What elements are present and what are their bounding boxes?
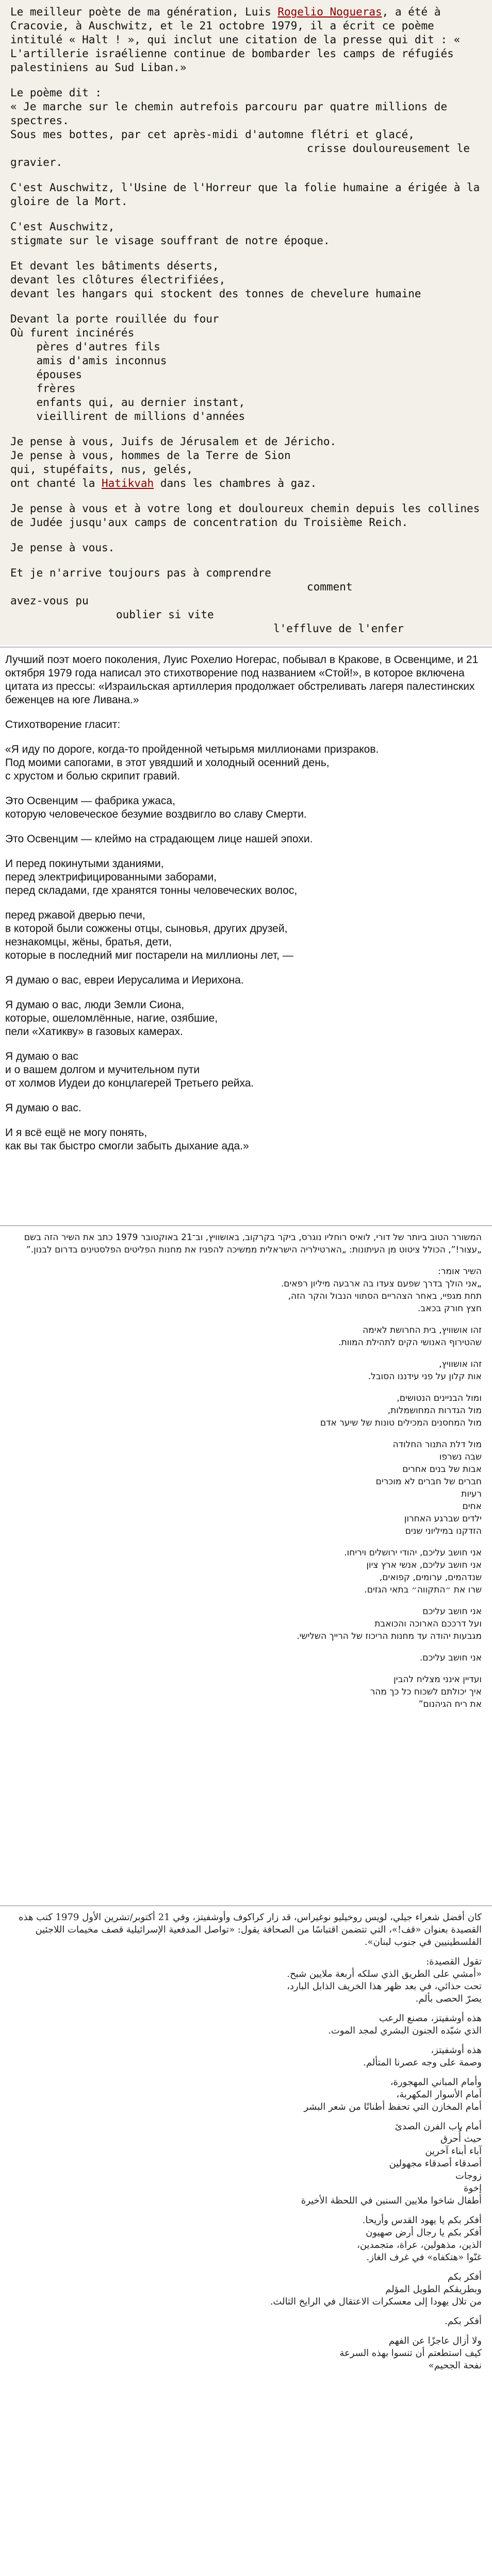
arabic-stanza-7: أفكر بكم وبطريقكم الطويل المؤلم من تلال يهودا إلى معسكرات الاعتقال في الرايخ الثالث.	[270, 2272, 482, 2307]
russian-intro: Лучший поэт моего поколения, Луис Рохелио Ногерас, побывал в Кракове, в Освенциме, и 21 октября 1979 года написал это стихотворение под названием «Стой!», в которое включена цитата из прессы: «Израильская артиллерия продолжает обстреливать лагеря палестинских беженцев на юге Ливана.»	[5, 654, 482, 706]
hebrew-stanza-4: ומול הבניינים הנטושים, מול הגדרות המחושמלות, מול המחסנים המכילים טונות של שיער אדם	[320, 1393, 482, 1428]
french-stanza-7: Je pense à vous et à votre long et douloureux chemin depuis les collines de Judée jusqu'aux camps de concentration du Troisième Reich.	[10, 502, 486, 529]
arabic-stanza-9: ولا أزال عاجزًا عن الفهم كيف استطعتم أن تنسوا بهذه السرعة نفحة الجحيم»	[339, 2335, 482, 2371]
russian-stanza-4: И перед покинутыми зданиями, перед электрифицированными заборами, перед складами, где хранятся тонны человеческих волос,	[5, 858, 298, 896]
french-stanza-9-line-2: comment	[307, 581, 353, 593]
french-stanza-5: Devant la porte rouillée du four Où furent incinérés pères d'autres fils amis d'amis inconnus épouses frères enfants qui, au dernier instant, vieillirent de millions d'années	[10, 313, 245, 422]
russian-stanza-5: перед ржавой дверью печи, в которой были сожжены отцы, сыновья, других друзей, незнакомцы, жёны, братья, дети, которые в последний миг постарели на миллионы лет, —	[5, 909, 293, 961]
french-stanza-9-line-4: oublier si vite	[116, 608, 214, 621]
section-divider	[0, 647, 492, 648]
hebrew-stanza-9: ועדיין אינני מצליח להבין איך יכולתם לשכוח כל כך מהר את ריח הגיהנום”	[370, 1674, 482, 1709]
arabic-stanza-2: هذه أوشفيتز، مصنع الرعب الذي شيّده الجنون البشري لمجد الموت.	[328, 2013, 482, 2036]
russian-stanza-0: Стихотворение гласит:	[5, 719, 121, 731]
russian-stanza-1: «Я иду по дороге, когда-то пройденной четырьмя миллионами призраков. Под моими сапогами, в этот увядший и холодный осенний день, с хрустом и болью скрипит гравий.	[5, 743, 379, 782]
hebrew-stanza-1: השיר אומר: „אני הולך בדרך שפעם צעדו בה ארבעה מיליון רפאים. תחת מגפיי, באחר הצהריים הסתווי הנבול והקר הזה, חצץ חורק בכאב.	[281, 1266, 482, 1314]
french-stanza-1-indented: crisse douloureusement le gravier.	[10, 142, 477, 168]
french-stanza-6: Je pense à vous, Juifs de Jérusalem et de Jéricho. Je pense à vous, hommes de la Terre de Sion qui, stupéfaits, nus, gelés, ont chanté la Hatikvah dans les chambres à gaz.	[10, 435, 337, 489]
hatikvah-link[interactable]: Hatikvah	[102, 477, 154, 489]
arabic-stanza-5: أمام باب الفرن الصدئ حيث أُحرق آباء أبناء آخرين أصدقاء أصدقاء مجهولين زوجات إخوة أطفال شاخوا ملايين السنين في اللحظة الأخيرة	[301, 2121, 482, 2206]
arabic-stanza-1: تقول القصيدة: «أمشي على الطريق الذي سلكه أربعة ملايين شبح. تحت حذائي، في بعد ظهر هذا الخريف الذابل البارد، يصرّ الحصى بألم.	[287, 1956, 482, 2004]
russian-stanza-2: Это Освенцим — фабрика ужаса, которую человеческое безумие воздвигло во славу Смерти.	[5, 795, 307, 820]
hebrew-stanza-5: מול דלת התנור החלודה שבה נשרפו אבות של בנים אחרים חברים של חברים לא מוכרים רעיות אחים ילדים שברגע האחרון הזדקנו במיליוני שנים	[375, 1439, 482, 1536]
russian-section	[0, 648, 492, 1226]
hebrew-stanza-2: זהו אושוויץ, בית החרושת לאימה שהטירוף האנושי הקים לתהילת המוות.	[338, 1325, 482, 1348]
french-stanza-3: C'est Auschwitz, stigmate sur le visage souffrant de notre époque.	[10, 221, 330, 247]
arabic-stanza-6: أفكر بكم يا يهود القدس وأريحا. أفكر بكم يا رجال أرض صهيون الذين، مذهولين، عراة، متجمدين، غنّوا «هتكفاه» في غرف الغاز.	[357, 2215, 482, 2263]
french-stanza-2: C'est Auschwitz, l'Usine de l'Horreur que la folie humaine a érigée à la gloire de la Mort.	[10, 181, 486, 208]
russian-stanza-7: Я думаю о вас, люди Земли Сиона, которые, ошеломлённые, нагие, озябшие, пели «Хатикву» в газовых камерах.	[5, 999, 218, 1038]
hebrew-intro: המשורר הטוב ביותר של דורי, לואיס רוחליו נוגרס, ביקר בקרקוב, באושוויץ, וב־21 באוקטובר 1979 כתב את השיר הזה בשם „עצור!”, הכולל ציטוט מן העיתונות: „הארטילריה הישראלית ממשיכה להפגיז את מחנות הפליטים הפלסטינים בדרום לבנון.”	[21, 1232, 482, 1255]
russian-stanza-6: Я думаю о вас, евреи Иерусалима и Иерихона.	[5, 974, 244, 986]
arabic-stanza-4: وأمام المباني المهجورة، أمام الأسوار المكهربة، أمام المخازن التي تحفظ أطنانًا من شعر البشر	[304, 2077, 482, 2112]
russian-stanza-3: Это Освенцим — клеймо на страдающем лице нашей эпохи.	[5, 833, 313, 845]
hebrew-stanza-3: זהו אושוויץ, אות קלון על פני עידננו הסובל.	[368, 1359, 482, 1382]
hebrew-section	[0, 1226, 492, 1906]
hebrew-stanza-6: אני חושב עליכם, יהודי ירושלים ויריחו. אני חושב עליכם, אנשי ארץ ציון שנדהמים, ערומים, קפואים, שרו את ״התקווה״ בתאי הגזים.	[344, 1548, 482, 1595]
arabic-stanza-8: أفكر بكم.	[445, 2316, 482, 2327]
french-stanza-9: Et je n'arrive toujours pas à comprendre comment avez-vous pu oublier si vite l'effluve de l'enfer	[10, 567, 404, 635]
russian-stanza-8: Я думаю о вас и о вашем долгом и мучительном пути от холмов Иудеи до концлагерей Третьего рейха.	[5, 1050, 254, 1089]
nogueras-link[interactable]: Rogelio Nogueras	[277, 6, 382, 18]
french-section	[0, 0, 492, 645]
french-stanza-9-line-3: avez-vous pu	[10, 595, 89, 607]
russian-stanza-10: И я всё ещё не могу понять, как вы так быстро смогли забыть дыхание ада.»	[5, 1127, 249, 1152]
arabic-section	[0, 1906, 492, 2576]
french-stanza-9-line-5: l'effluve de l'enfer	[273, 622, 404, 635]
hebrew-stanza-7: אני חושב עליכם ועל דרככם הארוכה והכואבת מגבעות יהודה עד מחנות הריכוז של הרייך השלישי.	[297, 1606, 482, 1641]
arabic-intro: كان أفضل شعراء جيلي، لويس روخيليو نوغيراس، قد زار كراكوف وأوشفيتز، وفي 21 أكتوبر/تشرين الأول 1979 كتب هذه القصيدة بعنوان «قف!»، التي تتضمن اقتباسًا من الصحافة يقول: «تواصل المدفعية الإسرائيلية قصف مخيمات اللاجئين الفلسطينيين في جنوب لبنان».	[15, 1912, 482, 1947]
hebrew-stanza-8: אני חושב עליכם.	[419, 1653, 482, 1663]
french-stanza-1: Le poème dit : « Je marche sur le chemin autrefois parcouru par quatre millions de spectres. Sous mes bottes, par cet après-midi d'automne flétri et glacé, crisse douloureusement le gravier.	[10, 87, 477, 168]
french-stanza-4: Et devant les bâtiments déserts, devant les clôtures électrifiées, devant les hangars qui stockent des tonnes de chevelure humaine	[10, 260, 421, 300]
french-intro: Le meilleur poète de ma génération, Luis Rogelio Nogueras, a été à Cracovie, à Auschwitz, et le 21 octobre 1979, il a écrit ce poème intitulé « Halt ! », qui inclut une citation de la presse qui dit : « L'artillerie israélienne continue de bombarder les camps de réfugiés palestiniens au Sud Liban.»	[10, 6, 467, 74]
french-stanza-8: Je pense à vous.	[10, 541, 115, 554]
arabic-stanza-3: هذه أوشفيتز، وصمة على وجه عصرنا المتألم.	[363, 2045, 482, 2068]
russian-stanza-9: Я думаю о вас.	[5, 1102, 81, 1114]
